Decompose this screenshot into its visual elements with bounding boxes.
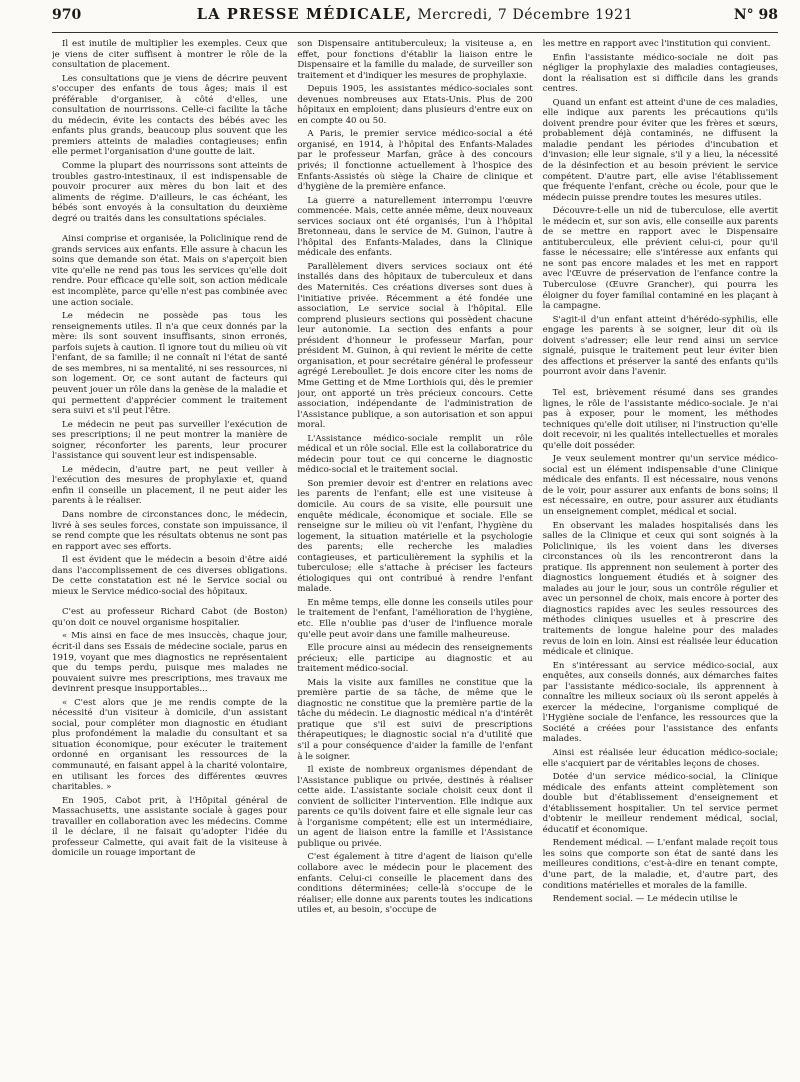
paragraph: Rendement social. — Le médecin utilise le bbox=[552, 894, 738, 905]
paragraph: Je veux seulement montrer qu'un service médico-social est un élément indispensable d'une Clinique médicale des enfants. Il est nécessaire, nous venons de le voir, pour assurer aux enfants de bons soins; il est nécessaire, en outre, pour assurer aux étudiants un enseignement complet, médical et social. bbox=[542, 454, 778, 517]
column-middle bbox=[297, 39, 532, 1079]
text-columns bbox=[52, 39, 778, 1079]
paragraph: A Paris, le premier service médico-social a été organisé, en 1914, à l'hôpital des Enfants-Malades par le professeur Marfan, grâce à des concours privés; il fonctionne actuellement à l'hospice des Enfants-Assistés où siège la Chaire de clinique et d'hygiène de la première enfance. bbox=[297, 129, 533, 193]
paragraph: Comme la plupart des nourrissons sont atteints de troubles gastro-intestinaux, il est indispensable de pouvoir procurer aux mères du bon lait et des aliments de régime. D'ailleurs, le cas échéant, les bébés sont envoyés à la consultation du deuxième degré ou traités dans les consultations spéciales. bbox=[52, 161, 288, 224]
column-right bbox=[543, 39, 778, 1079]
paragraph: Depuis 1905, les assistantes médico-sociales sont devenues nombreuses aux Etats-Unis. Plus de 200 hôpitaux en emploient; dans plusieurs d'entre eux on en compte 40 ou 50. bbox=[297, 84, 533, 126]
paragraph: C'est au professeur Richard Cabot (de Boston) qu'on doit ce nouvel organisme hospitalier. bbox=[52, 607, 288, 628]
paragraph: Découvre-t-elle un nid de tuberculose, elle avertit le médecin et, sur son avis, elle conseille aux parents de se mettre en rapport avec le Dispensaire antituberculeux, elle prévient celui-ci, pour qu'il fasse le nécessaire; elle s'intéresse aux enfants qui ne sont pas encore malades et les met en rapport avec l'Œuvre de préservation de l'enfance contre la Tuberculose (Œuvre Grancher), qui pourra les éloigner du foyer familial contaminé en les plaçant à la campagne. bbox=[542, 206, 778, 312]
paragraph: Il existe de nombreux organismes dépendant de l'Assistance publique ou privée, destinés à réaliser cette aide. L'assistante sociale choisit ceux dont il convient de solliciter l'intervention. Elle indique aux parents ce qu'ils doivent faire et elle signale leur cas à l'organisme compétent; elle est un intermédiaire, un agent de liaison entre la famille et l'Assistance publique ou privée. bbox=[297, 765, 533, 849]
paragraph: Le médecin ne possède pas tous les renseignements utiles. Il n'a que ceux donnés par la mère: ils sont souvent insuffisants, sinon erronés, parfois sujets à caution. Il ignore tout du milieu où vit l'enfant, de sa famille; il ne connaît ni l'état de santé de ses membres, ni sa mentalité, ni ses ressources, ni son logement. Or, ce sont autant de facteurs qui peuvent jouer un rôle dans la genèse de la maladie et qui permettent d'apprécier comment le traitement sera suivi et s'il peut l'être. bbox=[52, 311, 288, 417]
header-title bbox=[112, 6, 718, 23]
paragraph: Son premier devoir est d'entrer en relations avec les parents de l'enfant; elle est une visiteuse à domicile. Au cours de sa visite, elle poursuit une enquête médicale, économique et sociale. Elle se renseigne sur le milieu où vit l'enfant, l'hygiène du logement, la situation matérielle et la psychologie des parents; elle recherche les maladies contagieuses, et particulièrement la syphilis et la tuberculose; elle s'attache à préciser les facteurs étiologiques qui ont contribué à rendre l'enfant malade. bbox=[297, 478, 533, 595]
issue-date: Mercredi, 7 Décembre 1921 bbox=[417, 7, 634, 23]
paragraph: En s'intéressant au service médico-social, aux enquêtes, aux conseils donnés, aux démarches faites par l'assistante médico-sociale, ils apprennent à connaître les milieux sociaux où ils seront appelés à exercer la médecine, l'organisme compliqué de l'Hygiène sociale de l'enfance, les ressources que la Société a créées pour l'assistance des enfants malades. bbox=[542, 660, 778, 745]
paragraph: « Mis ainsi en face de mes insuccès, chaque jour, écrit-il dans ses Essais de médecine sociale, parus en 1919, voyant que mes diagnostics ne représentaient que du temps perdu, puisque mes malades ne pouvaient suivre mes prescriptions, mes travaux me devinrent presque insupportables... bbox=[52, 631, 288, 695]
paragraph: Dotée d'un service médico-social, la Clinique médicale des enfants atteint complètement son double but d'établissement d'enseignement et d'établissement hospitalier. Un tel service permet d'obtenir le meilleur rendement médical, social, éducatif et économique. bbox=[542, 772, 778, 835]
issue-number: N° 98 bbox=[733, 7, 778, 23]
paragraph: Ainsi comprise et organisée, la Policlinique rend de grands services aux enfants. Elle assure à chacun les soins que demande son état. Mais on s'aperçoit bien vite qu'elle ne rend pas tous les services qu'elle doit rendre. Pour efficace qu'elle soit, son action médicale est incomplète, parce qu'elle n'est pas combinée avec une action sociale. bbox=[52, 234, 288, 308]
paragraph: son Dispensaire antituberculeux; la visiteuse a, en effet, pour fonctions d'établir la liaison entre le Dispensaire et la famille du malade, de surveiller son traitement et d'indiquer les mesures de prophylaxie. bbox=[297, 39, 533, 81]
paragraph: En observant les malades hospitalisés dans les salles de la Clinique et ceux qui sont soignés à la Policlinique, ils les voient dans les diverses circonstances où ils les rencontreront dans la pratique. Ils apprennent non seulement à porter des diagnostics longuement étudiés et à soigner des malades au jour le jour, sous un contrôle régulier et avec un personnel de choix, mais encore à porter des diagnostics rapides avec les seules ressources des méthodes cliniques usuelles et à prescrire des traitements de longue haleine pour des malades revus de loin en loin. Ainsi est réalisée leur éducation médicale et clinique. bbox=[542, 520, 778, 658]
paragraph: Les consultations que je viens de décrire peuvent s'occuper des enfants de tous âges; mais il est préférable d'organiser, à côté d'elles, une consultation de nourrissons. Celle-ci facilite la tâche du médecin, évite les contacts des bébés avec les enfants plus grands, beaucoup plus souvent que les premiers atteints de maladies contagieuses; enfin elle permet l'organisation d'une goutte de lait. bbox=[52, 73, 288, 158]
paragraph: Ainsi est réalisée leur éducation médico-sociale; elle s'acquiert par de véritables leçons de choses. bbox=[542, 748, 778, 769]
paragraph: « C'est alors que je me rendis compte de la nécessité d'un visiteur à domicile, d'un assistant social, pour compléter mon diagnostic en étudiant plus profondément la maladie du consultant et sa situation économique, pour exécuter le traitement ordonné en organisant les ressources de la communauté, en faisant appel à la charité volontaire, en utilisant les forces des différentes œuvres charitables. » bbox=[52, 697, 288, 793]
paragraph: Rendement médical. — L'enfant malade reçoit tous les soins que comporte son état de santé dans les meilleures conditions, c'est-à-dire en tenant compte, d'une part, de la maladie, et, d'autre part, des conditions matérielles et morales de la famille. bbox=[542, 838, 778, 891]
column-left bbox=[52, 39, 287, 1079]
page-header bbox=[52, 6, 778, 33]
paragraph: Il est inutile de multiplier les exemples. Ceux que je viens de citer suffisent à montrer le rôle de la consultation de placement. bbox=[52, 39, 288, 71]
paragraph: En 1905, Cabot prit, à l'Hôpital général de Massachusetts, une assistante sociale à gages pour travailler en collaboration avec les médecins. Comme il le déclare, il ne faisait qu'adopter l'idée du professeur Calmette, qui avait fait de la visiteuse à domicile un rouage important de bbox=[52, 795, 288, 859]
paragraph: Tel est, brièvement résumé dans ses grandes lignes, le rôle de l'assistante médico-sociale. Je n'ai pas à exposer, pour le moment, les méthodes techniques qu'elle doit utiliser, ni l'instruction qu'elle doit recevoir, ni les qualités intellectuelles et morales qu'elle doit posséder. bbox=[542, 387, 778, 451]
paragraph: En même temps, elle donne les conseils utiles pour le traitement de l'enfant, l'amélioration de l'hygiène, etc. Elle n'oublie pas d'user de l'influence morale qu'elle peut avoir dans une famille malheureuse. bbox=[297, 597, 533, 640]
paragraph: Quand un enfant est atteint d'une de ces maladies, elle indique aux parents les précautions qu'ils doivent prendre pour éviter que les frères et sœurs, probablement déjà contaminés, ne diffusent la maladie pendant les périodes d'incubation et d'invasion; elle leur signale, s'il y a lieu, la nécessité de la désinfection et au besoin prévient le service compétent. D'autre part, elle avise l'établissement que fréquente l'enfant, crèche ou école, pour que le médecin puisse prendre toutes les mesures utiles. bbox=[542, 97, 778, 203]
paragraph: La guerre a naturellement interrompu l'œuvre commencée. Mais, cette année même, deux nouveaux services sociaux ont été organisés, l'un à l'hôpital Bretonneau, dans le service de M. Guinon, l'autre à l'hôpital des Enfants-Malades, dans la Clinique médicale des enfants. bbox=[297, 195, 533, 259]
paragraph: Le médecin, d'autre part, ne peut veiller à l'exécution des mesures de prophylaxie et, quand enfin il conseille un placement, il ne peut aider les parents à le réaliser. bbox=[52, 464, 288, 507]
page-number: 970 bbox=[52, 7, 82, 23]
paragraph: C'est également à titre d'agent de liaison qu'elle collabore avec le médecin pour le placement des enfants. Celui-ci conseille le placement dans des conditions déterminées; celle-là s'occupe de le réaliser; elle donne aux parents toutes les indications utiles et, au besoin, s'occupe de bbox=[297, 852, 533, 916]
paragraph: L'Assistance médico-sociale remplit un rôle médical et un rôle social. Elle est la collaboratrice du médecin pour tout ce qui concerne le diagnostic médico-social et le traitement social. bbox=[297, 433, 533, 476]
paragraph: Elle procure ainsi au médecin des renseignements précieux; elle participe au diagnostic et au traitement médico-social. bbox=[297, 643, 533, 675]
paragraph: Enfin l'assistante médico-sociale ne doit pas négliger la prophylaxie des maladies contagieuses, dont la réalisation est si difficile dans les grands centres. bbox=[542, 52, 778, 95]
paragraph: Dans nombre de circonstances donc, le médecin, livré à ses seules forces, constate son impuissance, il se rend compte que les résultats obtenus ne sont pas en rapport avec ses efforts. bbox=[52, 509, 288, 552]
journal-name: LA PRESSE MÉDICALE, bbox=[196, 6, 413, 23]
paragraph: Le médecin ne peut pas surveiller l'exécution de ses prescriptions; il ne peut montrer la manière de soigner, réconforter les parents, leur procurer l'assistance qui souvent leur est indispensable. bbox=[52, 419, 288, 462]
paragraph: Mais la visite aux familles ne constitue que la première partie de sa tâche, de même que le diagnostic ne constitue que la première partie de la tâche du médecin. Le diagnostic médical n'a d'intérêt pratique que s'il est suivi de prescriptions thérapeutiques; le diagnostic social n'a d'utilité que s'il a pour conséquence d'aider la famille de l'enfant à le soigner. bbox=[297, 677, 533, 762]
paragraph: S'agit-il d'un enfant atteint d'hérédo-syphilis, elle engage les parents à se soigner, leur dit où ils doivent s'adresser; elle leur rend ainsi un service signalé, puisque le traitement peut leur éviter bien des affections et préserver la santé des enfants qu'ils pourront avoir dans l'avenir. bbox=[542, 314, 778, 378]
paragraph: Il est évident que le médecin a besoin d'être aidé dans l'accomplissement de ces diverses obligations. De cette constatation est né le Service social ou mieux le Service médico-social des hôpitaux. bbox=[52, 555, 288, 597]
paragraph: les mettre en rapport avec l'institution qui convient. bbox=[542, 39, 771, 49]
paragraph: Parallèlement divers services sociaux ont été installés dans des hôpitaux de tuberculeux et dans des Maternités. Ces créations diverses sont dues à l'initiative privée. Récemment a été fondée une association, Le service social à l'hôpital. Elle comprend plusieurs sections qui possèdent chacune leur autonomie. La section des enfants a pour président d'honneur le professeur Marfan, pour président M. Guinon, à qui revient le mérite de cette organisation, et pour secrétaire général le professeur agrégé Lereboullet. Je dois encore citer les noms de Mme Getting et de Mme Lorthiois qui, dès le premier jour, ont apporté un très précieux concours. Cette association, indépendante de l'administration de l'Assistance publique, a son autorisation et son appui moral. bbox=[297, 261, 533, 431]
